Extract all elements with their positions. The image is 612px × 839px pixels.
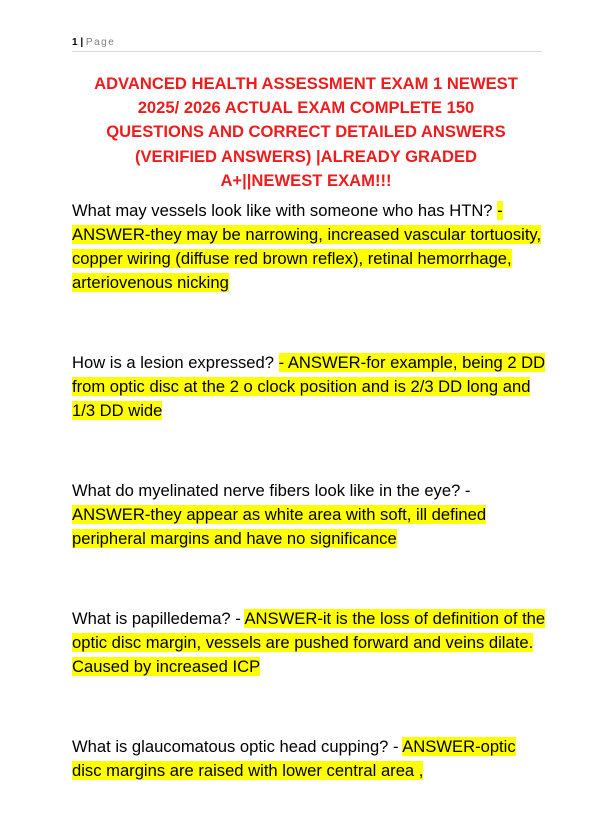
page-header	[72, 36, 542, 52]
question-text: How is a lesion expressed?	[72, 353, 279, 372]
qa-item	[72, 735, 546, 783]
question-text: What is papilledema? -	[72, 609, 245, 628]
qa-item	[72, 479, 546, 551]
title-line: QUESTIONS AND CORRECT DETAILED ANSWERS	[106, 122, 506, 142]
question-text: What is glaucomatous optic head cupping? -	[72, 737, 403, 756]
page-separator: |	[77, 37, 86, 48]
document-title	[66, 72, 546, 193]
highlighted-answer: ANSWER-it is the loss of definition of the optic disc margin, vessels are pushed forward and veins dilate. Caused by increased ICP	[72, 609, 546, 676]
title-line: 2025/ 2026 ACTUAL EXAM COMPLETE 150	[137, 98, 475, 118]
title-line: ADVANCED HEALTH ASSESSMENT EXAM 1 NEWEST	[94, 74, 518, 93]
qa-list	[72, 199, 546, 839]
highlighted-answer: ANSWER-they appear as white area with soft, ill defined peripheral margins and have no significance	[72, 505, 487, 548]
title-line: A+||NEWEST EXAM!!!	[220, 170, 392, 190]
page-number: 1	[72, 37, 78, 48]
highlighted-answer: - ANSWER-for example, being 2 DD from optic disc at the 2 o clock position and is 2/3 DD long and 1/3 DD wide	[72, 353, 546, 420]
question-text: What may vessels look like with someone who has HTN?	[72, 201, 498, 220]
highlighted-answer: ANSWER-optic disc margins are raised with lower central area ,	[72, 737, 516, 780]
qa-item	[72, 199, 546, 295]
qa-item	[72, 607, 546, 679]
question-text: What do myelinated nerve fibers look like in the eye? -	[72, 481, 471, 500]
qa-item	[72, 351, 546, 423]
page-label: Page	[85, 37, 116, 48]
title-line: (VERIFIED ANSWERS) |ALREADY GRADED	[134, 146, 478, 166]
highlighted-answer: - ANSWER-they may be narrowing, increased vascular tortuosity, copper wiring (diffuse red brown reflex), retinal hemorrhage, arteriovenous nicking	[72, 201, 542, 292]
